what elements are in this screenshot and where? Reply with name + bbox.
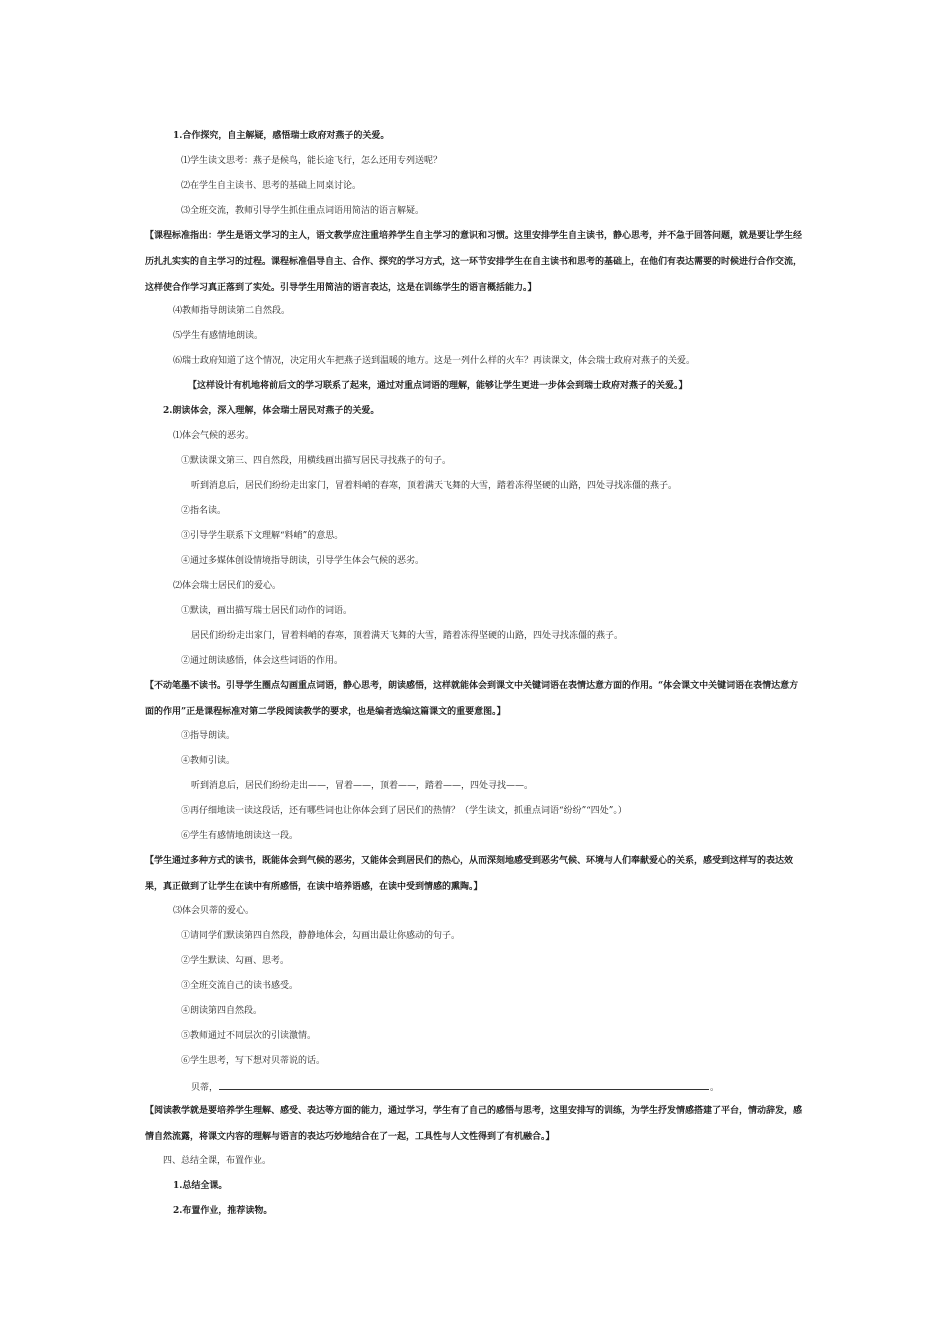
list-item: ④教师引读。	[181, 756, 236, 766]
list-item: ③全班交流自己的读书感受。	[181, 981, 299, 991]
annotation-text: 【不动笔墨不读书。引导学生圈点勾画重点词语，静心思考，朗读感悟，这样就能体会到课文中关键词语在表情达意方面的作用。“体会课文中关键词语在表情达意方面的作用”正是课程标准对第二学段阅读教学的要求，也是编者选编这篇课文的重要意图。】	[145, 681, 799, 717]
list-item: ⑷教师指导朗读第二自然段。	[173, 306, 291, 316]
writing-prompt-label: 贝蒂，	[191, 1083, 219, 1093]
list-item: ⑤教师通过不同层次的引读激情。	[181, 1031, 317, 1041]
list-item: ⑵体会瑞士居民们的爱心。	[173, 581, 282, 591]
annotation-text: 【学生通过多种方式的读书，既能体会到气候的恶劣，又能体会到居民们的热心，从而深刻地感受到恶劣气候、环境与人们奉献爱心的关系，感受到这样写的表达效果，真正做到了让学生在读中有所感悟，在读中培养语感，在读中受到情感的熏陶。】	[145, 856, 794, 892]
annotation-paragraph	[145, 848, 807, 900]
list-item: ⑶体会贝蒂的爱心。	[173, 906, 255, 916]
list-item: ⑶全班交流，教师引导学生抓住重点词语用简洁的语言解疑。	[181, 206, 425, 216]
annotation-paragraph	[145, 223, 807, 301]
list-item: ①默读课文第三、四自然段，用横线画出描写居民寻找燕子的句子。	[181, 456, 452, 466]
list-item: ⑤再仔细地读一读这段话，还有哪些词也让你体会到了居民们的热情？（学生读文，抓重点词语“纷纷”“四处”。）	[181, 806, 627, 816]
annotation-text: 【阅读教学就是要培养学生理解、感受、表达等方面的能力，通过学习，学生有了自己的感悟与思考，这里安排写的训练，为学生抒发情感搭建了平台，情动辞发，感情自然流露，将课文内容的理解与语言的表达巧妙地结合在了一起，工具性与人文性得到了有机融合。】	[145, 1106, 803, 1142]
list-item: 2.布置作业，推荐读物。	[173, 1206, 273, 1216]
section-heading: 四、总结全课，布置作业。	[163, 1156, 272, 1166]
list-item: ③指导朗读。	[181, 731, 236, 741]
annotation-paragraph	[145, 1098, 807, 1150]
annotation-paragraph	[145, 673, 807, 725]
list-item: ④通过多媒体创设情境指导朗读，引导学生体会气候的恶劣。	[181, 556, 425, 566]
list-item: 1.总结全课。	[173, 1181, 228, 1191]
list-item: ⑵在学生自主读书、思考的基础上同桌讨论。	[181, 181, 362, 191]
list-item: ②学生默读、勾画、思考。	[181, 956, 290, 966]
list-item: ⑥学生思考，写下想对贝蒂说的话。	[181, 1056, 326, 1066]
list-item: ②指名读。	[181, 506, 227, 516]
section-heading: 2.朗读体会，深入理解，体会瑞士居民对燕子的关爱。	[163, 406, 380, 416]
writing-prompt-end: 。	[710, 1083, 720, 1093]
list-item: ④朗读第四自然段。	[181, 1006, 263, 1016]
list-item: ⑥学生有感情地朗读这一段。	[181, 831, 299, 841]
list-item: ①请同学们默读第四自然段，静静地体会，勾画出最让你感动的句子。	[181, 931, 461, 941]
writing-prompt	[191, 1080, 719, 1094]
annotation-line: 【这样设计有机地将前后文的学习联系了起来，通过对重点词语的理解，能够让学生更进一步体会到瑞士政府对燕子的关爱。】	[188, 381, 688, 391]
quote-text: 听到消息后，居民们纷纷走出家门，冒着料峭的春寒，顶着满天飞舞的大雪，踏着冻得坚硬的山路，四处寻找冻僵的燕子。	[191, 481, 678, 491]
list-item: ②通过朗读感悟，体会这些词语的作用。	[181, 656, 344, 666]
list-item: ⑴学生读文思考：燕子是候鸟，能长途飞行，怎么还用专列送呢？	[181, 156, 443, 166]
fill-in-blank[interactable]	[219, 1080, 709, 1090]
list-item: ⑴体会气候的恶劣。	[173, 431, 255, 441]
list-item: ⑸学生有感情地朗读。	[173, 331, 264, 341]
list-item: ①默读，画出描写瑞士居民们动作的词语。	[181, 606, 353, 616]
section-heading: 1.合作探究，自主解疑，感悟瑞士政府对燕子的关爱。	[173, 131, 390, 141]
quote-text: 听到消息后，居民们纷纷走出——，冒着——，顶着——，踏着——，四处寻找——。	[191, 781, 534, 791]
list-item: ③引导学生联系下文理解“料峭”的意思。	[181, 531, 344, 541]
annotation-text: 【课程标准指出：学生是语文学习的主人，语文教学应注重培养学生自主学习的意识和习惯。这里安排学生自主读书，静心思考，并不急于回答问题，就是要让学生经历扎扎实实的自主学习的过程。课程标准倡导自主、合作、探究的学习方式，这一环节安排学生在自主读书和思考的基础上，在他们有表达需要的时候进行合作交流，这样使合作学习真正落到了实处。引导学生用简洁的语言表达，这是在训练学生的语言概括能力。】	[145, 231, 803, 293]
list-item: ⑹瑞士政府知道了这个情况，决定用火车把燕子送到温暖的地方。这是一列什么样的火车？再读课文，体会瑞士政府对燕子的关爱。	[173, 356, 696, 366]
quote-text: 居民们纷纷走出家门，冒着料峭的春寒，顶着满天飞舞的大雪，踏着冻得坚硬的山路，四处寻找冻僵的燕子。	[191, 631, 624, 641]
